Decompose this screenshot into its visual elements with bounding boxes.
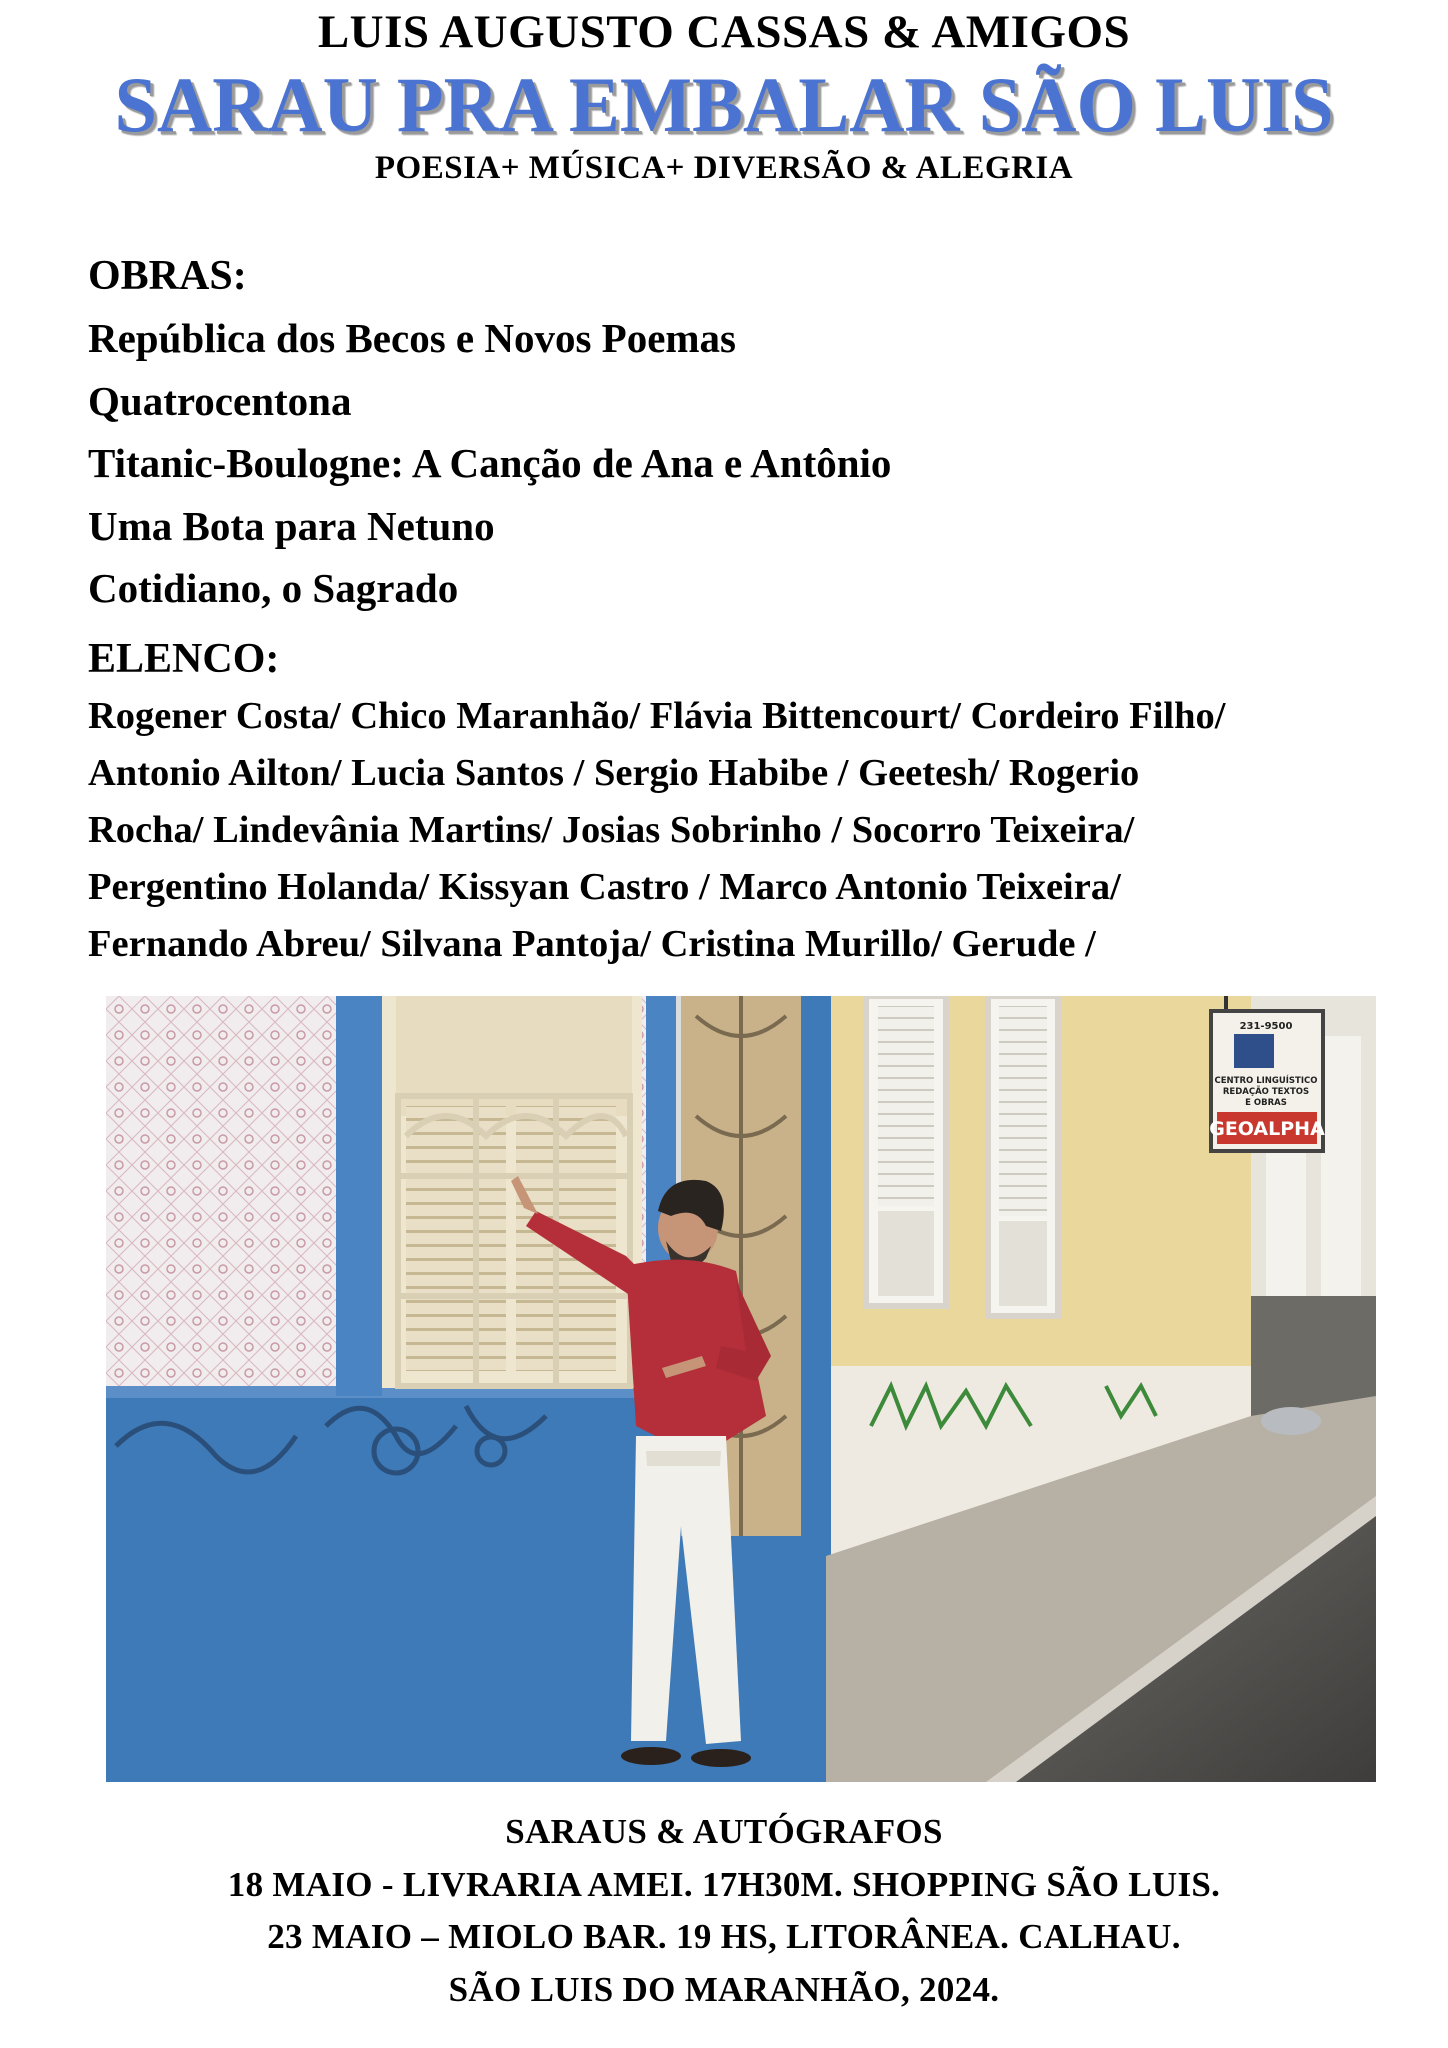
event-schedule [0,1806,1448,2016]
schedule-line: 23 MAIO – MIOLO BAR. 19 HS, LITORÂNEA. CALHAU. [267,1917,1181,1956]
schedule-line: 18 MAIO - LIVRARIA AMEI. 17H30M. SHOPPING SÃO LUIS. [227,1864,1221,1904]
cast-line: Rogener Costa/ Chico Maranhão/ Flávia Bittencourt/ Cordeiro Filho/ [88,695,1226,737]
poet-street-photo [106,996,1376,1782]
works-section [88,245,1388,620]
cast-heading: ELENCO: [88,636,280,682]
sign-phone: 231-9500 [1239,1021,1293,1032]
work-item: Titanic-Boulogne: A Canção de Ana e Antônio [88,440,892,486]
work-item: República dos Becos e Novos Poemas [88,315,737,361]
sign-line1: CENTRO LINGUÍSTICO [1214,1076,1318,1086]
cast-line: Fernando Abreu/ Silvana Pantoja/ Cristina Murillo/ Gerude / [88,923,1096,965]
cast-line: Pergentino Holanda/ Kissyan Castro / Marco Antonio Teixeira/ [88,866,1121,908]
event-title: SARAU PRA EMBALAR SÃO LUIS [114,61,1334,148]
event-subtitle: POESIA+ MÚSICA+ DIVERSÃO & ALEGRIA [374,150,1074,186]
photo-illustration [106,996,1376,1782]
work-item: Uma Bota para Netuno [88,502,495,549]
work-item: Cotidiano, o Sagrado [88,565,459,611]
schedule-location: SÃO LUIS DO MARANHÃO, 2024. [448,1969,1000,2009]
works-heading: OBRAS: [88,253,247,299]
sign-line2: REDAÇÃO TEXTOS [1222,1087,1310,1097]
work-item: Quatrocentona [88,377,352,424]
event-artist-heading: LUIS AUGUSTO CASSAS & AMIGOS [317,6,1131,58]
sign-brand: GEOALPHA [1209,1118,1325,1140]
cast-section [88,630,1388,973]
cast-line: Antonio Ailton/ Lucia Santos / Sergio Habibe / Geetesh/ Rogerio [88,752,1140,794]
schedule-heading: SARAUS & AUTÓGRAFOS [505,1812,943,1851]
cast-line: Rocha/ Lindevânia Martins/ Josias Sobrinho / Socorro Teixeira/ [88,809,1135,851]
sign-line3: E OBRAS [1245,1098,1287,1108]
